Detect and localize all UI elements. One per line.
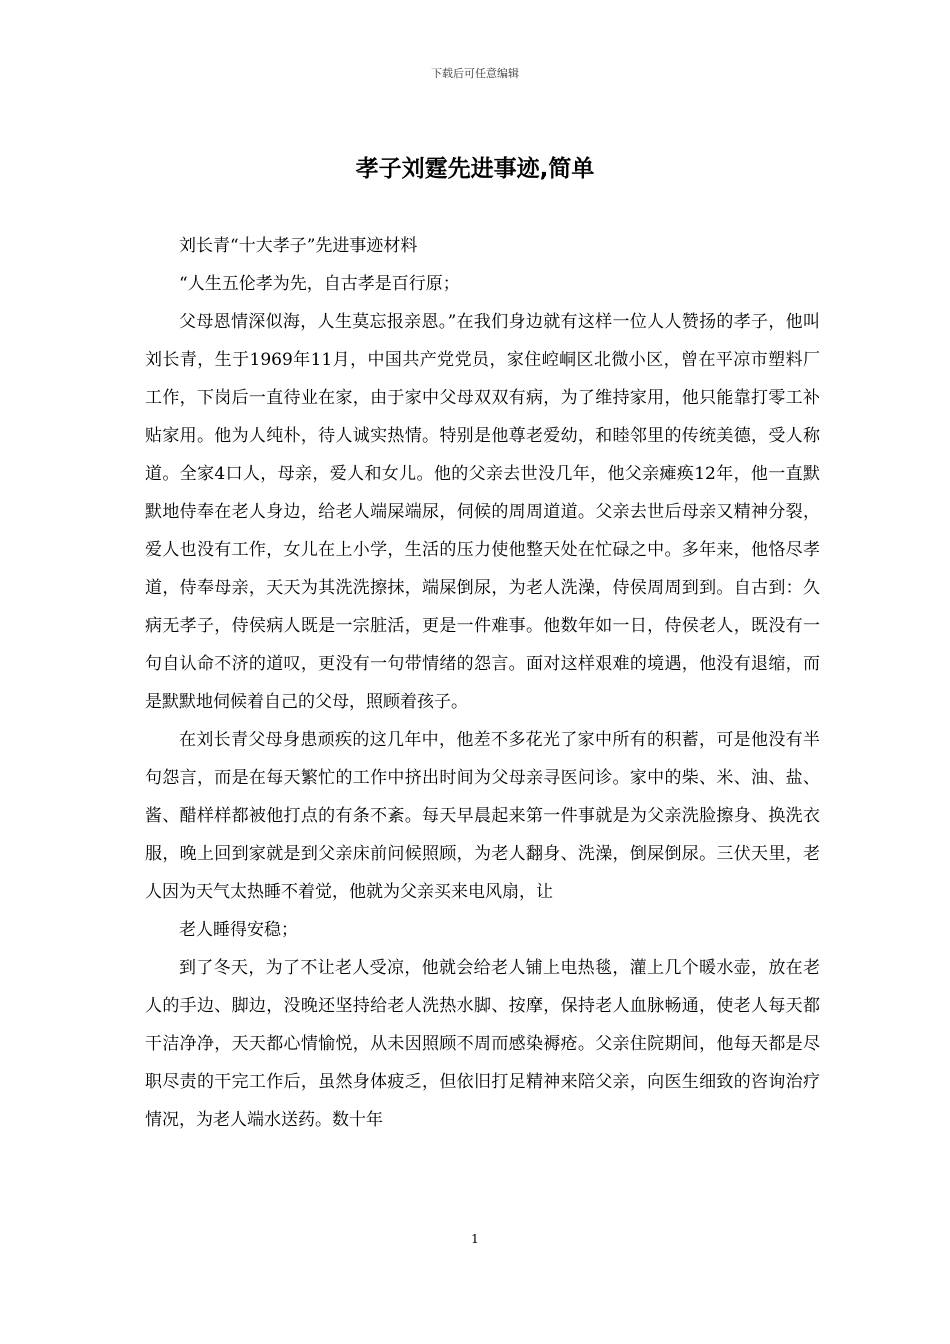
- paragraph-quote-line-1: “人生五伦孝为先，自古孝是百行原；: [179, 274, 460, 294]
- paragraph-intro: 父母恩情深似海，人生莫忘报亲恩。”在我们身边就有这样一位人人赞扬的孝子，他叫刘长青，生于1969年11月，中国共产党党员，家住崆峒区北微小区，曾在平凉市塑料厂工作，下岗后一直待业在家，由于家中父母双双有病，为了维持家用，他只能靠打零工补贴家用。他为人纯朴，待人诚实热情。特别是他尊老爱幼，和睦邻里的传统美德，受人称道。全家4口人，母亲，爱人和女儿。他的父亲去世没几年，他父亲瘫痪12年，他一直默默地侍奉在老人身边，给老人端屎端尿，伺候的周周道道。父亲去世后母亲又精神分裂，爱人也没有工作，女儿在上小学，生活的压力使他整天处在忙碌之中。多年来，他恪尽孝道，侍奉母亲，天天为其洗洗擦抹，端屎倒尿，为老人洗澡，侍侯周周到到。自古到：久病无孝子，侍侯病人既是一宗脏活，更是一件难事。他数年如一日，侍侯老人，既没有一句自认命不济的道叹，更没有一句带情绪的怨言。面对这样艰难的境遇，他没有退缩，而是默默地伺候着自己的父母，照顾着孩子。: [145, 312, 820, 712]
- paragraph-subtitle: 刘长青“十大孝子”先进事迹材料: [179, 236, 418, 256]
- page-number: 1: [471, 1232, 479, 1246]
- document-title: 孝子刘霆先进事迹,简单: [355, 156, 595, 182]
- paragraph-sleep: 老人睡得安稳；: [179, 920, 298, 940]
- paragraph-care: 在刘长青父母身患顽疾的这几年中，他差不多花光了家中所有的积蓄，可是他没有半句怨言，而是在每天繁忙的工作中挤出时间为父母亲寻医问诊。家中的柴、米、油、盐、酱、醋样样都被他打点的有条不紊。每天早晨起来第一件事就是为父亲洗脸擦身、换洗衣服，晚上回到家就是到父亲床前问候照顾，为老人翻身、洗澡，倒屎倒尿。三伏天里，老人因为天气太热睡不着觉，他就为父亲买来电风扇，让: [145, 730, 820, 902]
- header-note: 下载后可任意编辑: [431, 67, 519, 80]
- document-body: [145, 227, 820, 1139]
- paragraph-winter: 到了冬天，为了不让老人受凉，他就会给老人铺上电热毯，灌上几个暖水壶，放在老人的手边、脚边，没晚还坚持给老人洗热水脚、按摩，保持老人血脉畅通，使老人每天都干洁净净，天天都心情愉悦，从未因照顾不周而感染褥疮。父亲住院期间，他每天都是尽职尽责的干完工作后，虽然身体疲乏，但依旧打足精神来陪父亲，向医生细致的咨询治疗情况，为老人端水送药。数十年: [145, 958, 820, 1130]
